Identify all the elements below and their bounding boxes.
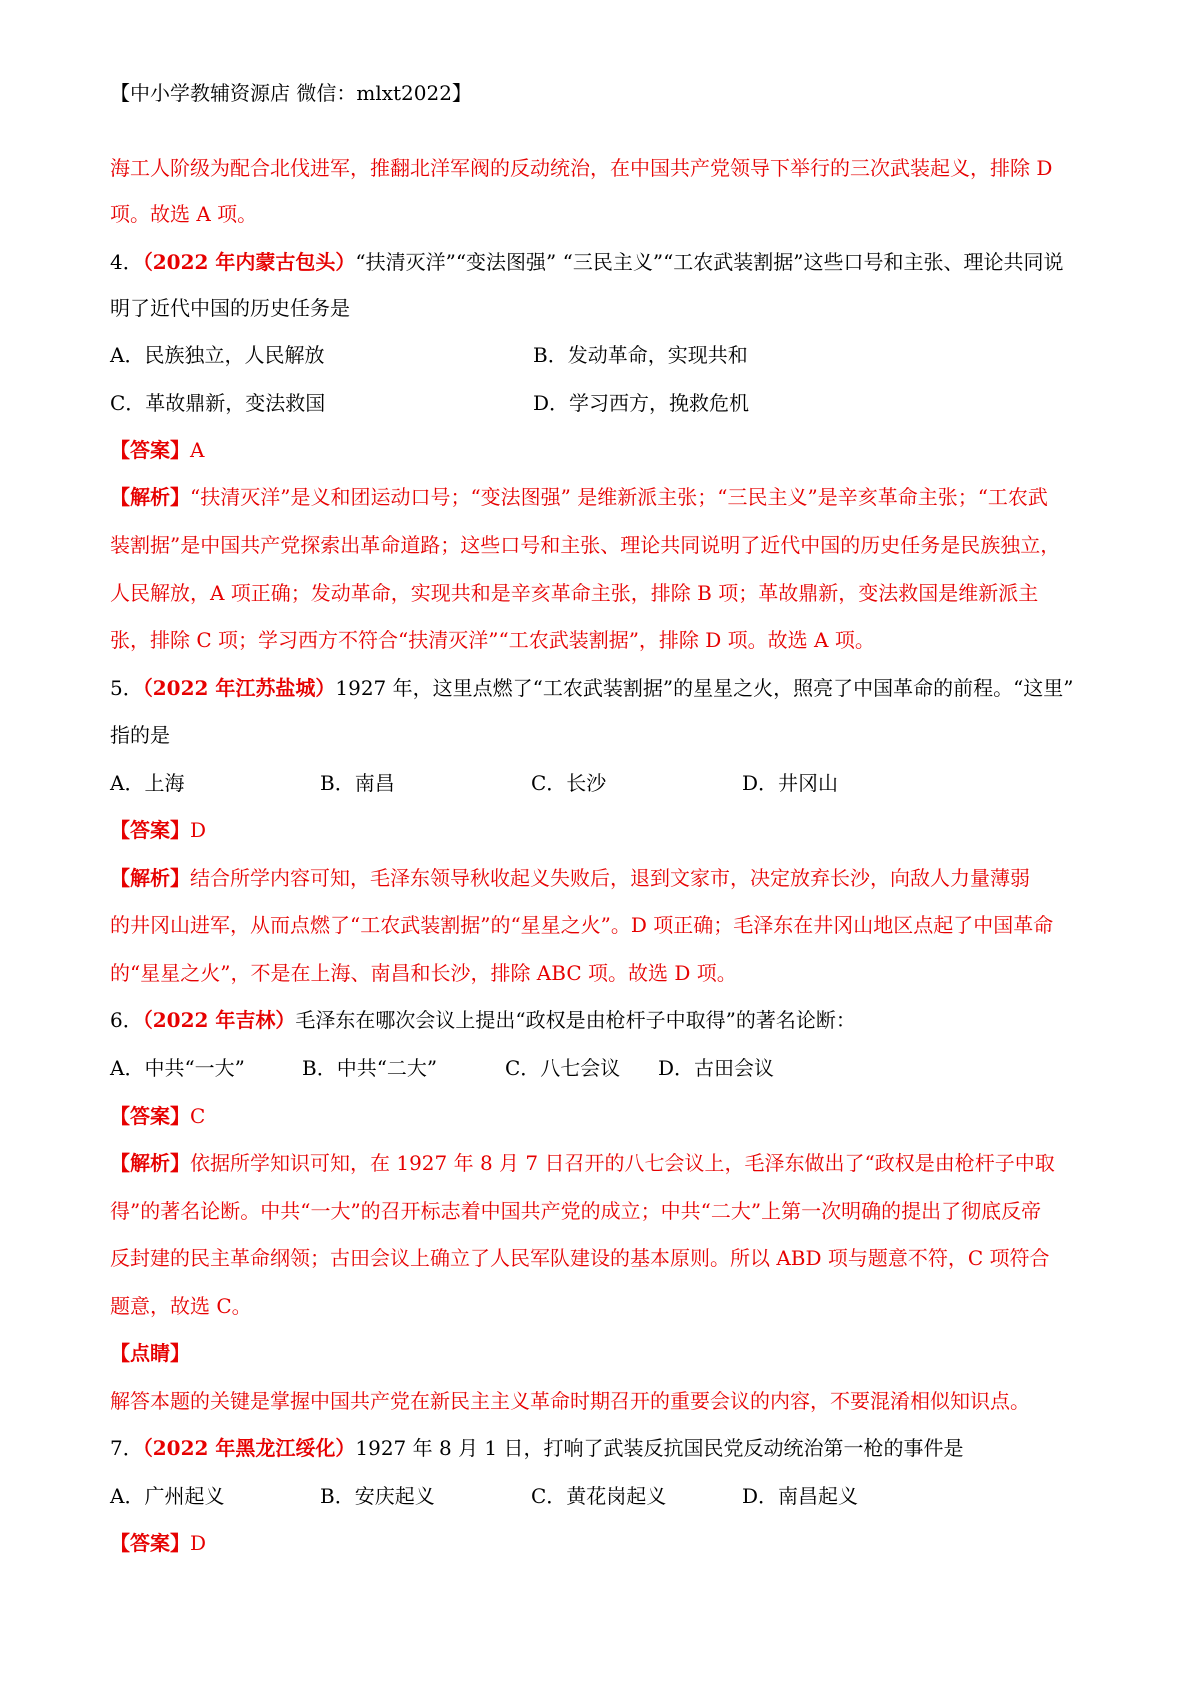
q4-number: 4． <box>110 250 143 274</box>
q5-option-b: B．南昌 <box>320 771 395 795</box>
q5-source: （2022 年江苏盐城） <box>142 676 336 700</box>
q5-answer-value: D <box>190 818 207 842</box>
q6-analysis-line-2: 得”的著名论断。中共“一大”的召开标志着中国共产党的成立；中共“二大”上第一次明确的提出了彻底反帝 <box>110 1199 1042 1223</box>
q6-stem-text: 毛泽东在哪次会议上提出“政权是由枪杆子中取得”的著名论断： <box>295 1008 856 1032</box>
q7-answer-value: D <box>190 1531 207 1555</box>
q5-number: 5． <box>110 676 143 700</box>
q5-stem-line-1 <box>110 673 1110 703</box>
q5-answer <box>110 815 1110 845</box>
prev-analysis-line-2: 项。故选 A 项。 <box>110 202 258 226</box>
q6-option-d: D．古田会议 <box>658 1056 775 1080</box>
q6-tip-label: 【点睛】 <box>110 1341 190 1365</box>
q6-analysis-line-4: 题意，故选 C。 <box>110 1294 252 1318</box>
q6-analysis-line-1 <box>110 1148 1110 1178</box>
q4-answer-label: 【答案】 <box>110 438 190 462</box>
q6-tip-text: 解答本题的关键是掌握中国共产党在新民主主义革命时期召开的重要会议的内容，不要混淆相似知识点。 <box>110 1389 1030 1413</box>
q6-stem-line-1 <box>110 1005 1110 1035</box>
q5-stem-line-2: 指的是 <box>110 723 170 747</box>
q5-answer-label: 【答案】 <box>110 818 190 842</box>
q4-analysis-line-3: 人民解放，A 项正确；发动革命，实现共和是辛亥革命主张，排除 B 项；革故鼎新，变法救国是维新派主 <box>110 581 1039 605</box>
q4-analysis-line-1 <box>110 482 1110 512</box>
q4-source: （2022 年内蒙古包头） <box>142 250 356 274</box>
q7-option-c: C．黄花岗起义 <box>531 1484 667 1508</box>
page-header: 【中小学教辅资源店 微信：mlxt2022】 <box>110 81 472 105</box>
q6-answer <box>110 1101 1110 1131</box>
q6-source: （2022 年吉林） <box>142 1008 296 1032</box>
q4-stem-line-1 <box>110 247 1110 277</box>
q5-option-c: C．长沙 <box>531 771 607 795</box>
q4-analysis-line-2: 装割据”是中国共产党探索出革命道路；这些口号和主张、理论共同说明了近代中国的历史任务是民族独立， <box>110 533 1061 557</box>
q6-analysis-line-3: 反封建的民主革命纲领；古田会议上确立了人民军队建设的基本原则。所以 ABD 项与题意不符，C 项符合 <box>110 1246 1050 1270</box>
q5-option-a: A．上海 <box>110 771 185 795</box>
q5-option-d: D．井冈山 <box>742 771 839 795</box>
q7-option-a: A．广州起义 <box>110 1484 225 1508</box>
q6-option-b: B．中共“二大” <box>302 1056 438 1080</box>
q6-number: 6． <box>110 1008 143 1032</box>
q4-answer-value: A <box>190 438 205 462</box>
q7-number: 7． <box>110 1436 143 1460</box>
q4-option-c: C．革故鼎新，变法救国 <box>110 391 326 415</box>
q4-analysis-line-4: 张，排除 C 项；学习西方不符合“扶清灭洋”“工农武装割据”，排除 D 项。故选 A 项。 <box>110 628 875 652</box>
q7-answer <box>110 1528 1110 1558</box>
q6-answer-label: 【答案】 <box>110 1104 190 1128</box>
q5-analysis-text-1: 结合所学内容可知，毛泽东领导秋收起义失败后，退到文家市，决定放弃长沙，向敌人力量薄弱 <box>190 866 1030 890</box>
q4-analysis-text-1: “扶清灭洋”是义和团运动口号；“变法图强” 是维新派主张；“三民主义”是辛亥革命主张；“工农武 <box>190 485 1048 509</box>
q4-analysis-label: 【解析】 <box>110 485 190 509</box>
q4-option-a: A．民族独立，人民解放 <box>110 343 325 367</box>
q4-option-b: B．发动革命，实现共和 <box>533 343 748 367</box>
q7-source: （2022 年黑龙江绥化） <box>142 1436 356 1460</box>
q5-analysis-line-1 <box>110 863 1110 893</box>
q7-option-d: D．南昌起义 <box>742 1484 859 1508</box>
q7-answer-label: 【答案】 <box>110 1531 190 1555</box>
prev-analysis-line-1: 海工人阶级为配合北伐进军，推翻北洋军阀的反动统治，在中国共产党领导下举行的三次武装起义，排除 D <box>110 156 1053 180</box>
q6-analysis-text-1: 依据所学知识可知，在 1927 年 8 月 7 日召开的八七会议上，毛泽东做出了“政权是由枪杆子中取 <box>190 1151 1055 1175</box>
q5-analysis-label: 【解析】 <box>110 866 190 890</box>
q7-stem-line-1 <box>110 1433 1110 1463</box>
q6-option-a: A．中共“一大” <box>110 1056 245 1080</box>
q6-answer-value: C <box>190 1104 206 1128</box>
q4-stem-line-2: 明了近代中国的历史任务是 <box>110 296 350 320</box>
q6-analysis-label: 【解析】 <box>110 1151 190 1175</box>
q5-stem-text: 1927 年，这里点燃了“工农武装割据”的星星之火，照亮了中国革命的前程。“这里” <box>335 676 1074 700</box>
q5-analysis-line-3: 的“星星之火”，不是在上海、南昌和长沙，排除 ABC 项。故选 D 项。 <box>110 961 737 985</box>
q4-option-d: D．学习西方，挽救危机 <box>533 391 750 415</box>
q5-analysis-line-2: 的井冈山进军，从而点燃了“工农武装割据”的“星星之火”。D 项正确；毛泽东在井冈山地区点起了中国革命 <box>110 913 1054 937</box>
q6-option-c: C．八七会议 <box>505 1056 621 1080</box>
q4-answer <box>110 435 1110 465</box>
q7-stem-text: 1927 年 8 月 1 日，打响了武装反抗国民党反动统治第一枪的事件是 <box>355 1436 964 1460</box>
q4-stem-text: “扶清灭洋”“变法图强” “三民主义”“工农武装割据”这些口号和主张、理论共同说 <box>355 250 1064 274</box>
q7-option-b: B．安庆起义 <box>320 1484 435 1508</box>
